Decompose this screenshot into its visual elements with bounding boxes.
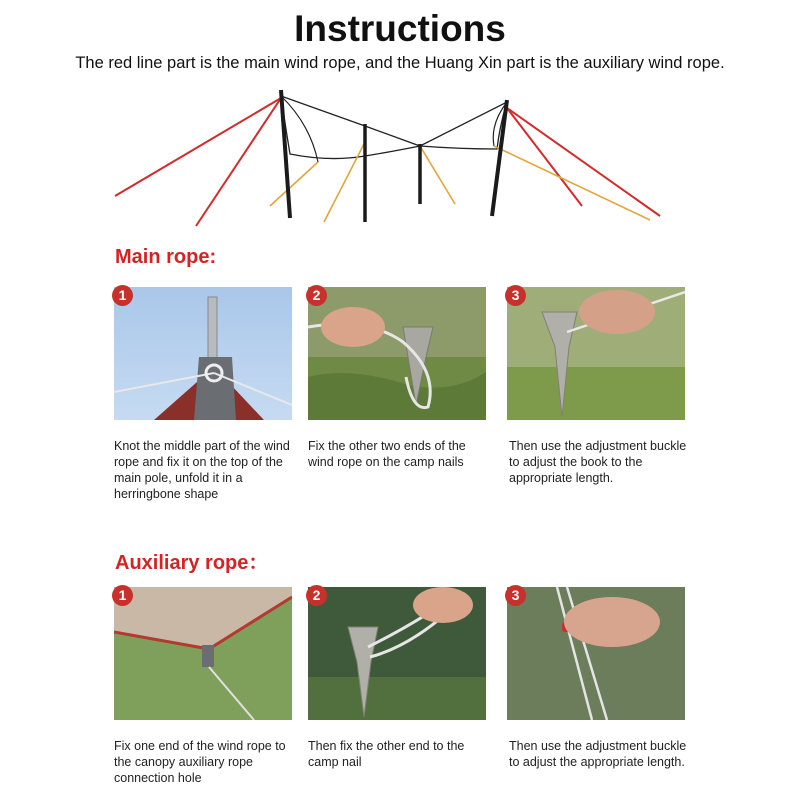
page-subtitle: The red line part is the main wind rope, and the Huang Xin part is the auxiliary wind rope. [75, 54, 725, 72]
aux-rope-2 [324, 142, 365, 222]
aux-rope-3 [420, 146, 455, 204]
tarp-setup-diagram [0, 84, 800, 234]
main-rope-step-3-photo [507, 287, 685, 420]
main-pole-right [492, 100, 507, 216]
main-step-3-badge: 3 [505, 285, 526, 306]
aux-step-2-badge: 2 [306, 585, 327, 606]
main-rope-heading: Main rope: [115, 246, 217, 268]
main-rope-left-1 [115, 98, 281, 196]
main-step-3-caption: Then use the adjustment buckle to adjust the book to the appropriate length. [509, 439, 687, 485]
aux-rope-4 [494, 146, 650, 220]
main-step-1-caption: Knot the middle part of the wind rope and fix it on the top of the main pole, unfold it in a herringbone shape [114, 439, 290, 501]
main-step-2-badge: 2 [306, 285, 327, 306]
aux-rope-step-1-photo [114, 587, 292, 720]
main-rope-right-2 [507, 108, 660, 216]
main-rope-left-2 [196, 98, 281, 226]
aux-step-1-caption: Fix one end of the wind rope to the canopy auxiliary rope connection hole [114, 739, 286, 785]
aux-rope-step-2-photo [308, 587, 486, 720]
main-step-2-caption: Fix the other two ends of the wind rope on the camp nails [308, 439, 466, 469]
aux-rope-1 [270, 162, 318, 206]
aux-step-3-badge: 3 [505, 585, 526, 606]
page-title: Instructions [294, 8, 506, 49]
main-rope-step-2-photo [308, 287, 486, 420]
main-step-1-badge: 1 [112, 285, 133, 306]
main-rope-step-1-photo [114, 287, 292, 420]
aux-step-3-caption: Then use the adjustment buckle to adjust the appropriate length. [509, 739, 687, 769]
aux-rope-heading: Auxiliary rope： [115, 552, 269, 574]
aux-step-1-badge: 1 [112, 585, 133, 606]
aux-rope-step-3-photo [507, 587, 685, 720]
main-pole-left [281, 90, 290, 218]
aux-step-2-caption: Then fix the other end to the camp nail [308, 739, 465, 769]
